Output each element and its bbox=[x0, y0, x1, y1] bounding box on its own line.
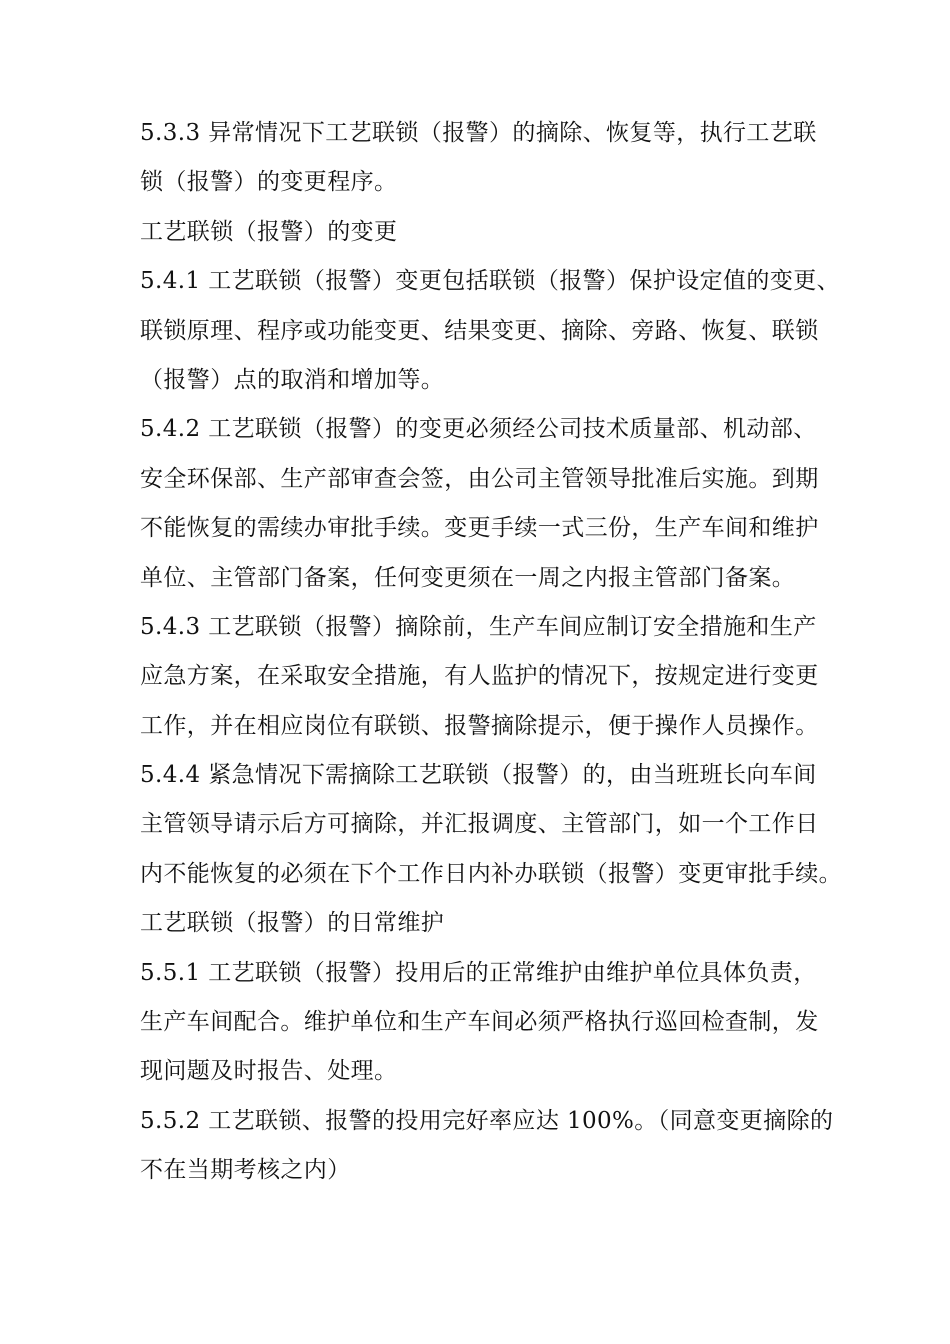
text-line-22: 不在当期考核之内） bbox=[140, 1157, 351, 1184]
text-line-6: （报警）点的取消和增加等。 bbox=[140, 366, 445, 393]
section-heading-maintenance: 工艺联锁（报警）的日常维护 bbox=[140, 910, 445, 937]
text-line-12: 应急方案，在采取安全措施，有人监护的情况下，按规定进行变更 bbox=[140, 663, 819, 690]
section-heading-change: 工艺联锁（报警）的变更 bbox=[140, 218, 398, 245]
text-line-16: 内不能恢复的必须在下个工作日内补办联锁（报警）变更审批手续。 bbox=[140, 860, 842, 887]
text-line-8: 安全环保部、生产部审查会签，由公司主管领导批准后实施。到期 bbox=[140, 465, 819, 492]
document-body bbox=[140, 109, 840, 1196]
text-line-21: 5.5.2 工艺联锁、报警的投用完好率应达 100%。（同意变更摘除的 bbox=[140, 1107, 834, 1134]
text-line-5: 联锁原理、程序或功能变更、结果变更、摘除、旁路、恢复、联锁 bbox=[140, 317, 819, 344]
text-line-1: 5.3.3 异常情况下工艺联锁（报警）的摘除、恢复等，执行工艺联 bbox=[140, 120, 817, 146]
text-line-13: 工作，并在相应岗位有联锁、报警摘除提示，便于操作人员操作。 bbox=[140, 712, 819, 739]
text-line-9: 不能恢复的需续办审批手续。变更手续一式三份，生产车间和维护 bbox=[140, 515, 819, 542]
text-line-20: 现问题及时报告、处理。 bbox=[140, 1058, 398, 1085]
text-line-18: 5.5.1 工艺联锁（报警）投用后的正常维护由维护单位具体负责， bbox=[140, 959, 817, 986]
text-line-15: 主管领导请示后方可摘除，并汇报调度、主管部门，如一个工作日 bbox=[140, 811, 819, 838]
text-line-19: 生产车间配合。维护单位和生产车间必须严格执行巡回检查制，发 bbox=[140, 1009, 819, 1036]
text-line-14: 5.4.4 紧急情况下需摘除工艺联锁（报警）的，由当班班长向车间 bbox=[140, 762, 817, 789]
text-line-2: 锁（报警）的变更程序。 bbox=[140, 169, 398, 196]
text-line-11: 5.4.3 工艺联锁（报警）摘除前，生产车间应制订安全措施和生产 bbox=[140, 613, 817, 640]
text-line-10: 单位、主管部门备案，任何变更须在一周之内报主管部门备案。 bbox=[140, 564, 796, 591]
text-line-7: 5.4.2 工艺联锁（报警）的变更必须经公司技术质量部、机动部、 bbox=[140, 416, 817, 443]
text-line-4: 5.4.1 工艺联锁（报警）变更包括联锁（报警）保护设定值的变更、 bbox=[140, 268, 841, 295]
